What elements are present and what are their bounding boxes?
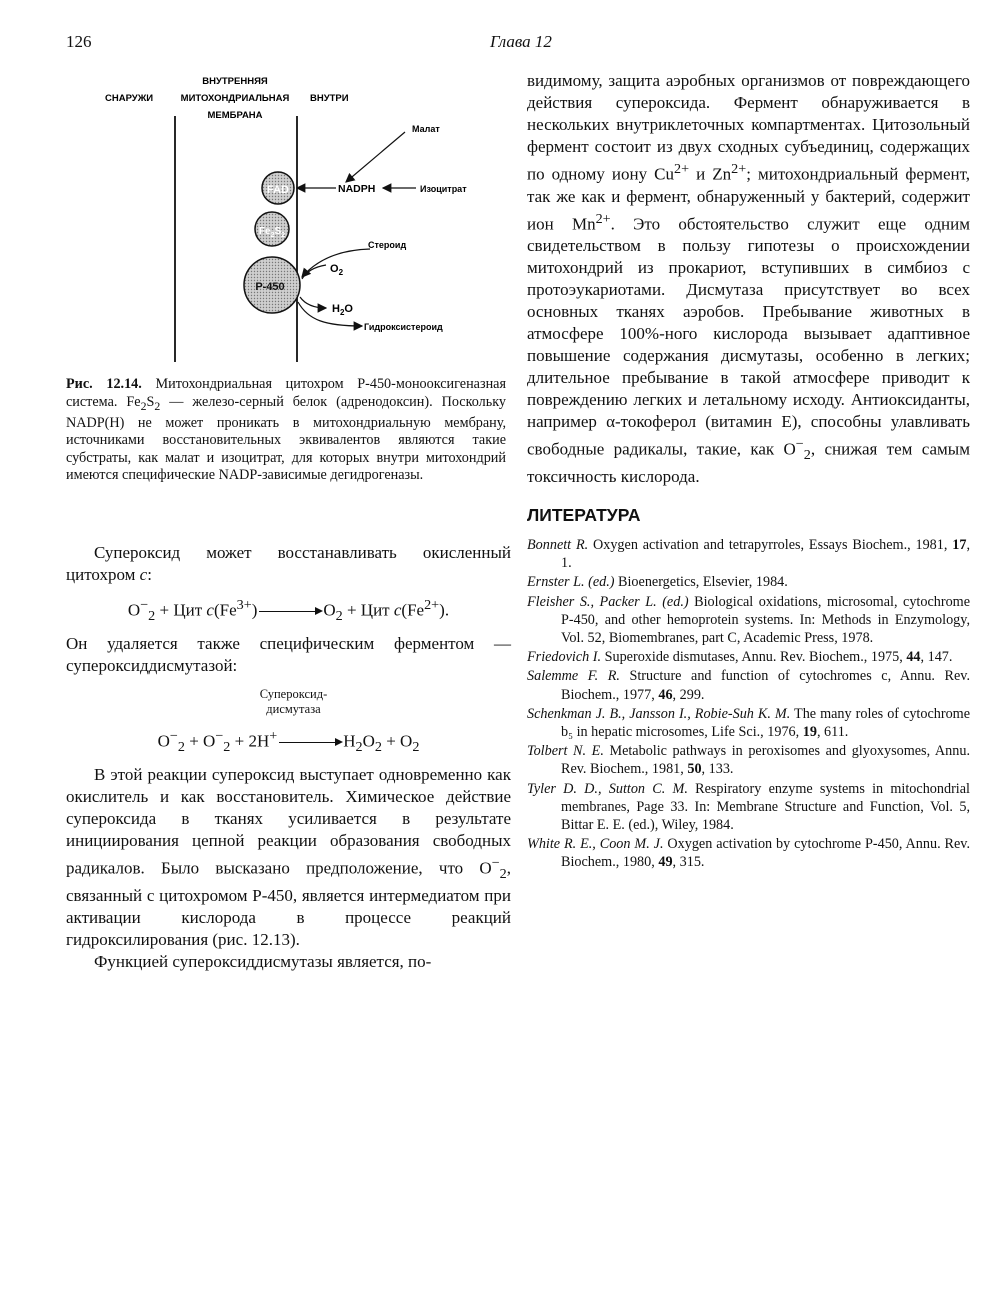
fad-label: FAD <box>267 184 289 196</box>
page-number: 126 <box>66 32 92 51</box>
label-inside: ВНУТРИ <box>310 93 349 104</box>
paragraph: Он удаляется также специфическим ферментом — супероксиддисмутазой: <box>66 634 511 676</box>
malate-arrow <box>346 132 405 182</box>
label-malate: Малат <box>412 124 440 134</box>
references-heading: ЛИТЕРАТУРА <box>527 505 641 525</box>
reference-item: Tyler D. D., Sutton C. M. Respiratory enzyme systems in mitochondrial membranes, Page 33. In: Membrane Structure and Function, Vol. 5, Bittar E. E. (ed.), Wiley, 1984. <box>527 780 970 834</box>
o2-label: $O_2$ <box>330 263 344 277</box>
label-steroid: Стероид <box>368 240 407 250</box>
reference-item: Schenkman J. B., Jansson I., Robie-Suh K. M. The many roles of cytochrome b₅ in hepatic microsomes, Life Sci., 1976, 19, 611. <box>527 705 971 741</box>
h2o-label: $H_2O$ <box>332 303 353 317</box>
left-column <box>66 542 511 973</box>
right-column-paragraph: видимому, защита аэробных организмов от повреждающего действия супероксида. Фермент обнаруживается в нескольких внутриклеточных компартментах. Цитозольный фермент состоит из двух сходных субъединиц, содержащих по одному иону $Cu^{2+}$ и $Zn^{2+}$; митохондриальный фермент, так же как и фермент, обнаруженный у бактерий, содержит ион $Mn^{2+}$. Это обстоятельство служит еще одним свидетельством в пользу гипотезы о происхождении митохондрий из прокариот, вступивших в симбиоз с протоэукариотами. Дисмутаза присутствует во всех основных тканях аэробов. Пребывание животных в атмосфере 100%-ного кислорода вызывает адаптивное повышение содержания дисмутазы, особенно в легких; длительное пребывание в такой атмосфере приводит к повреждению легких и летальному исходу. Антиоксиданты, например α-токоферол (витамин E), способны улавливать свободные радикалы, такие, как $O^-_2$, снижая тем самым токсичность кислорода. <box>527 71 971 487</box>
reference-item: Friedovich I. Superoxide dismutases, Annu. Rev. Biochem., 1975, 44, 147. <box>527 649 953 666</box>
running-head: Глава 12 <box>490 32 552 51</box>
label-outside: СНАРУЖИ <box>105 93 154 104</box>
reaction-arrow <box>259 611 321 612</box>
reference-item: Fleisher S., Packer L. (ed.) Biological oxidations, microsomal, cytochrome P-450, and other hemoprotein systems. In: Methods in Enzymology, Vol. 52, Biomembranes, part C, Academic Press, 1978. <box>527 593 971 647</box>
h2o-arrow <box>300 297 326 308</box>
mitochondrial-p450-diagram <box>100 72 520 372</box>
reference-item: Salemme F. R. Structure and function of cytochromes c, Annu. Rev. Biochem., 1977, 46, 299. <box>527 668 970 703</box>
nadph-label: NADPH <box>338 183 376 195</box>
label-inner-membrane-2: МИТОХОНДРИАЛЬНАЯ <box>180 93 290 104</box>
label-inner-membrane-1: ВНУТРЕННЯЯ <box>202 76 268 87</box>
references-list <box>527 536 970 873</box>
reference-item: Ernster L. (ed.) Bioenergetics, Elsevier, 1984. <box>527 574 788 591</box>
label-inner-membrane-3: МЕМБРАНА <box>207 110 263 121</box>
label-isocitrate: Изоцитрат <box>420 184 467 194</box>
figure-caption: Рис. 12.14. Митохондриальная цитохром Р-450-монооксигеназная система. $Fe_2S_2$ — железо-серный белок (адренодоксин). Поскольку NADP(H) не может проникать в митохондриальную мембрану, источниками восстановительных эквивалентов являются такие субстраты, как малат и изоцитрат, для которых внутри митохондрий имеются специфические NADP-зависимые дегидрогеназы. <box>66 376 506 484</box>
label-hydroxysteroid: Гидроксистероид <box>364 322 443 332</box>
equation-cytochrome: $O^-_2$ + Цит $c(Fe^{3+}) O_2$ + Цит $c(Fe^{2+})$. <box>127 597 450 625</box>
reference-item: Tolbert N. E. Metabolic pathways in peroxisomes and glyoxysomes, Annu. Rev. Biochem., 1981, 50, 133. <box>527 743 970 778</box>
paragraph: Супероксид может восстанавливать окисленный цитохром c: <box>66 543 511 584</box>
reference-item: White R. E., Coon M. J. Oxygen activation by cytochrome P-450, Annu. Rev. Biochem., 1980, 49, 315. <box>527 836 970 871</box>
equation-dismutase: $O^-_2 + O^-_2 + 2H^+$ $H_2O_2 + O_2$ <box>157 728 420 756</box>
p450-label: P-450 <box>255 281 285 293</box>
o2-arrow <box>302 265 326 279</box>
reaction-arrow <box>279 742 341 743</box>
enzyme-label: Супероксид- дисмутаза <box>259 687 328 717</box>
paragraph: В этой реакции супероксид выступает одновременно как окислитель и как восстановитель. Химическое действие супероксида в тканях усиливается в результате инициирования цепной реакции образования свободных радикалов. Было высказано предположение, что $O^-_2$, связанный с цитохромом Р-450, является интермедиатом при активации кислорода в процессе реакций гидроксилирования (рис. 12.13). <box>66 765 511 950</box>
paragraph: Функцией супероксиддисмутазы является, по- <box>94 952 432 972</box>
reference-item: Bonnett R. Oxygen activation and tetrapyrroles, Essays Biochem., 1981, 17, 1. <box>527 537 970 572</box>
fe2s2-label: $Fe_2S_2$ <box>258 226 286 239</box>
